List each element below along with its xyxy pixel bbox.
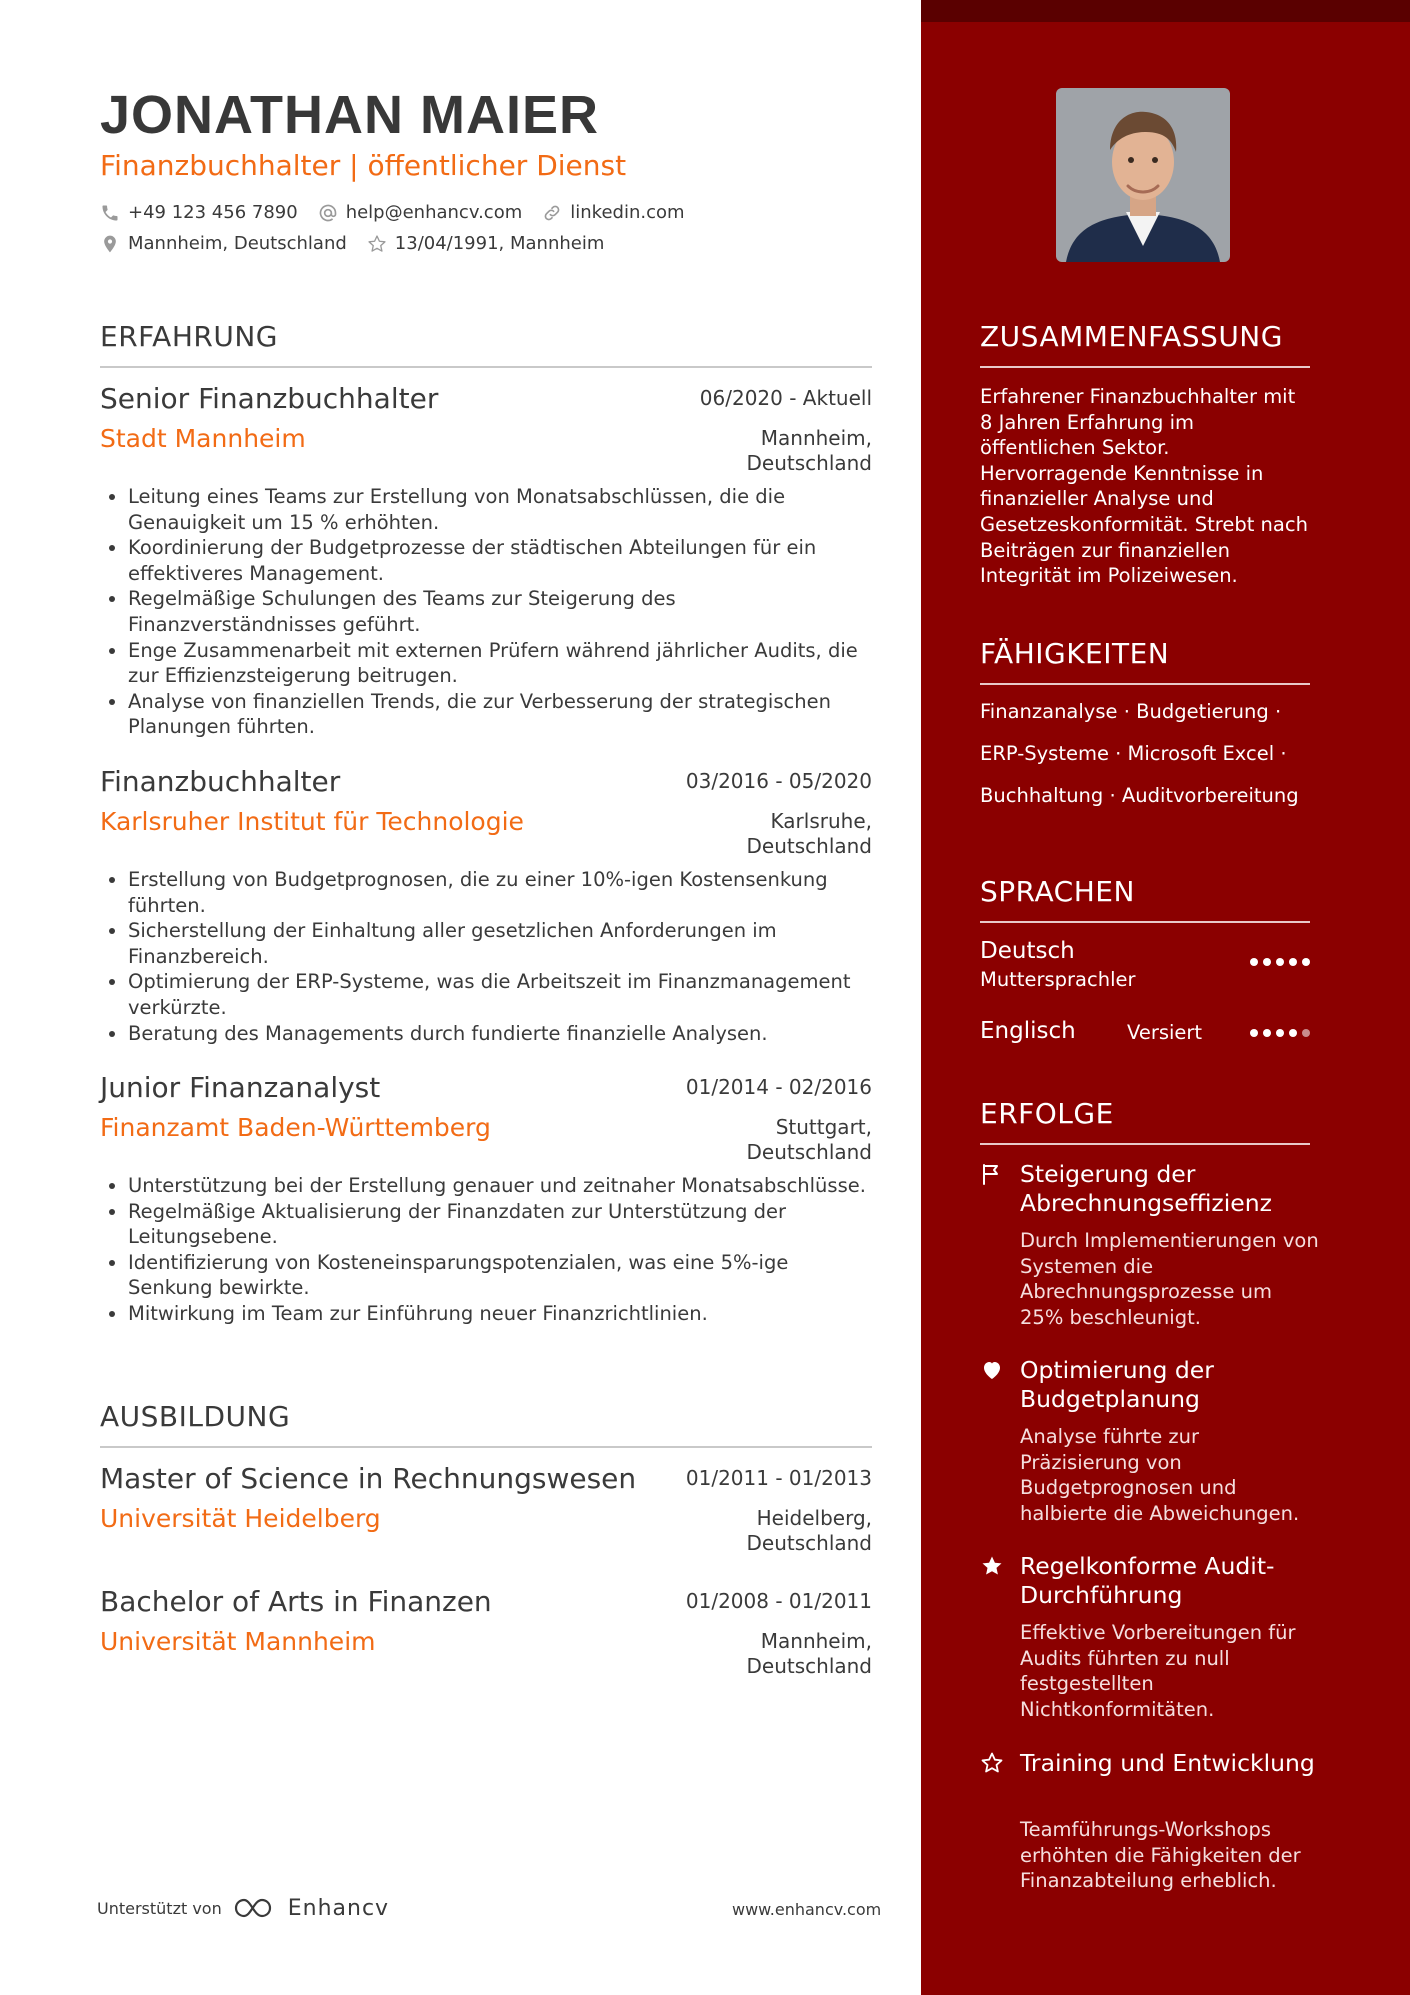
language-name: Englisch <box>980 1018 1076 1044</box>
achievement-item <box>980 1160 1320 1335</box>
education-org: Universität Mannheim <box>100 1627 376 1656</box>
achievement-text: Analyse führte zur Präzisierung von Budgetprognosen und halbierte die Abweichungen. <box>1020 1425 1300 1525</box>
bullet: • Unterstützung bei der Erstellung genauer und zeitnaher Monatsabschlüsse. <box>128 1173 872 1199</box>
rating-dot <box>1289 958 1297 966</box>
achievement-title: Optimierung der Budgetplanung <box>1020 1356 1214 1413</box>
education-location: Heidelberg, Deutschland <box>746 1506 872 1555</box>
experience-role: Senior Finanzbuchhalter <box>100 382 439 415</box>
language-rating <box>1250 958 1310 966</box>
education-heading: AUSBILDUNG <box>100 1400 291 1433</box>
rating-dot <box>1302 958 1310 966</box>
linkedin-text[interactable]: linkedin.com <box>570 202 685 223</box>
job-title: Finanzbuchhalter | öffentlicher Dienst <box>100 149 627 182</box>
bullet: • Identifizierung von Kosteneinsparungspotenzialen, was eine 5%-ige Senkung bewirkte. <box>128 1250 872 1301</box>
section-divider <box>980 1143 1310 1145</box>
languages-heading: SPRACHEN <box>980 875 1135 908</box>
section-divider <box>100 1446 872 1448</box>
star-icon <box>980 1554 1004 1578</box>
bullet: • Leitung eines Teams zur Erstellung von Monatsabschlüssen, die die Genauigkeit um 15 % erhöhten. <box>128 484 872 535</box>
section-divider <box>100 366 872 368</box>
achievement-text: Durch Implementierungen von Systemen die Abrechnungsprozesse um 25% beschleunigt. <box>1020 1229 1319 1329</box>
bullet: • Beratung des Managements durch fundierte finanzielle Analysen. <box>128 1021 872 1047</box>
skills-heading: FÄHIGKEITEN <box>980 637 1170 670</box>
skills-line: Buchhaltung · Auditvorbereitung <box>980 784 1299 807</box>
language-level: Muttersprachler <box>980 968 1136 991</box>
phone-text: +49 123 456 7890 <box>128 202 298 223</box>
rating-dot <box>1263 958 1271 966</box>
achievement-text: Teamführungs-Workshops erhöhten die Fähigkeiten der Finanzabteilung erheblich. <box>1020 1818 1301 1893</box>
bullet: • Optimierung der ERP-Systeme, was die Arbeitszeit im Finanzmanagement verkürzte. <box>128 969 872 1020</box>
language-item <box>980 938 1310 994</box>
achievement-text: Effektive Vorbereitungen für Audits führten zu null festgestellten Nichtkonformitäten. <box>1020 1621 1296 1721</box>
phone-item <box>100 202 298 223</box>
education-location: Mannheim, Deutschland <box>746 1629 872 1678</box>
section-divider <box>980 683 1310 685</box>
at-icon <box>318 203 338 223</box>
education-org: Universität Heidelberg <box>100 1504 381 1533</box>
contact-row-2 <box>100 233 624 254</box>
footer-powered-by <box>97 1895 389 1921</box>
bullet: • Koordinierung der Budgetprozesse der städtischen Abteilungen für ein effektiveres Management. <box>128 535 872 586</box>
bullet: • Mitwirkung im Team zur Einführung neuer Finanzrichtlinien. <box>128 1301 872 1327</box>
rating-dot <box>1263 1029 1271 1037</box>
email-text[interactable]: help@enhancv.com <box>345 202 523 223</box>
contact-row-1 <box>100 202 705 223</box>
sidebar-top-bar <box>921 0 1410 22</box>
experience-bullets <box>100 867 872 1046</box>
education-dates: 01/2008 - 01/2011 <box>685 1589 872 1613</box>
experience-bullets <box>100 1173 872 1327</box>
footer-brand: Enhancv <box>287 1895 390 1921</box>
rating-dot <box>1250 958 1258 966</box>
experience-entry <box>100 382 872 740</box>
achievement-title: Regelkonforme Audit-Durchführung <box>1020 1552 1275 1609</box>
experience-heading: ERFAHRUNG <box>100 320 278 353</box>
experience-dates: 06/2020 - Aktuell <box>699 386 872 410</box>
experience-role: Finanzbuchhalter <box>100 765 341 798</box>
experience-role: Junior Finanzanalyst <box>100 1071 381 1104</box>
star-outline-icon <box>980 1751 1004 1775</box>
rating-dot <box>1276 1029 1284 1037</box>
achievement-title: Training und Entwicklung <box>1020 1749 1315 1777</box>
bullet: • Sicherstellung der Einhaltung aller gesetzlichen Anforderungen im Finanzbereich. <box>128 918 872 969</box>
achievement-item <box>980 1749 1320 1899</box>
enhancv-logo-icon <box>232 1895 280 1921</box>
link-icon <box>542 203 562 223</box>
location-item <box>100 233 347 254</box>
bullet: • Analyse von finanziellen Trends, die zur Verbesserung der strategischen Planungen führten. <box>128 689 872 740</box>
location-pin-icon <box>100 234 120 254</box>
email-item[interactable] <box>318 202 523 223</box>
experience-entry <box>100 765 872 1046</box>
phone-icon <box>100 203 120 223</box>
experience-entry <box>100 1071 872 1327</box>
bullet: • Regelmäßige Aktualisierung der Finanzdaten zur Unterstützung der Leitungsebene. <box>128 1199 872 1250</box>
education-entry <box>100 1462 872 1556</box>
bullet: • Regelmäßige Schulungen des Teams zur Steigerung des Finanzverständnisses geführt. <box>128 586 872 637</box>
linkedin-item[interactable] <box>542 202 684 223</box>
location-text: Mannheim, Deutschland <box>128 233 347 254</box>
section-divider <box>980 921 1310 923</box>
language-level: Versiert <box>1127 1021 1203 1044</box>
profile-photo <box>1056 88 1230 262</box>
achievement-item <box>980 1552 1320 1727</box>
rating-dot <box>1289 1029 1297 1037</box>
experience-org: Stadt Mannheim <box>100 424 306 453</box>
experience-dates: 03/2016 - 05/2020 <box>685 769 872 793</box>
experience-location: Mannheim, Deutschland <box>746 426 872 475</box>
birth-item <box>367 233 605 254</box>
footer-url[interactable]: www.enhancv.com <box>732 1900 882 1919</box>
bullet: • Erstellung von Budgetprognosen, die zu einer 10%-igen Kostensenkung führten. <box>128 867 872 918</box>
education-entry <box>100 1585 872 1679</box>
language-rating <box>1250 1029 1310 1037</box>
candidate-name: JONATHAN MAIER <box>100 85 599 145</box>
flag-icon <box>980 1162 1004 1186</box>
skills-line: ERP-Systeme · Microsoft Excel · <box>980 742 1287 765</box>
experience-location: Stuttgart, Deutschland <box>746 1115 872 1164</box>
summary-heading: ZUSAMMENFASSUNG <box>980 320 1283 353</box>
skills-line: Finanzanalyse · Budgetierung · <box>980 700 1282 723</box>
rating-dot <box>1302 1029 1310 1037</box>
education-degree: Master of Science in Rechnungswesen <box>100 1462 637 1495</box>
summary-text: Erfahrener Finanzbuchhalter mit 8 Jahren Erfahrung im öffentlichen Sektor. Hervorragende Kenntnisse in finanzieller Analyse und Gesetzeskonformität. Strebt nach Beiträgen zur finanziellen Integrität im Polizeiwesen. <box>980 385 1308 588</box>
heart-icon <box>980 1358 1004 1382</box>
language-name: Deutsch <box>980 938 1075 964</box>
achievements-heading: ERFOLGE <box>980 1097 1114 1130</box>
footer-powered-text: Unterstützt von <box>97 1898 222 1918</box>
rating-dot <box>1276 958 1284 966</box>
birth-text: 13/04/1991, Mannheim <box>394 233 605 254</box>
achievement-title: Steigerung der Abrechnungseffizienz <box>1020 1160 1272 1217</box>
experience-bullets <box>100 484 872 740</box>
section-divider <box>980 366 1310 368</box>
rating-dot <box>1250 1029 1258 1037</box>
star-outline-icon <box>367 234 387 254</box>
experience-org: Finanzamt Baden-Württemberg <box>100 1113 491 1142</box>
experience-location: Karlsruhe, Deutschland <box>746 809 872 858</box>
bullet: • Enge Zusammenarbeit mit externen Prüfern während jährlicher Audits, die zur Effizienzsteigerung beitrugen. <box>128 638 872 689</box>
language-item <box>980 1018 1310 1050</box>
education-degree: Bachelor of Arts in Finanzen <box>100 1585 492 1618</box>
education-dates: 01/2011 - 01/2013 <box>685 1466 872 1490</box>
experience-org: Karlsruher Institut für Technologie <box>100 807 524 836</box>
achievement-item <box>980 1356 1320 1531</box>
experience-dates: 01/2014 - 02/2016 <box>685 1075 872 1099</box>
